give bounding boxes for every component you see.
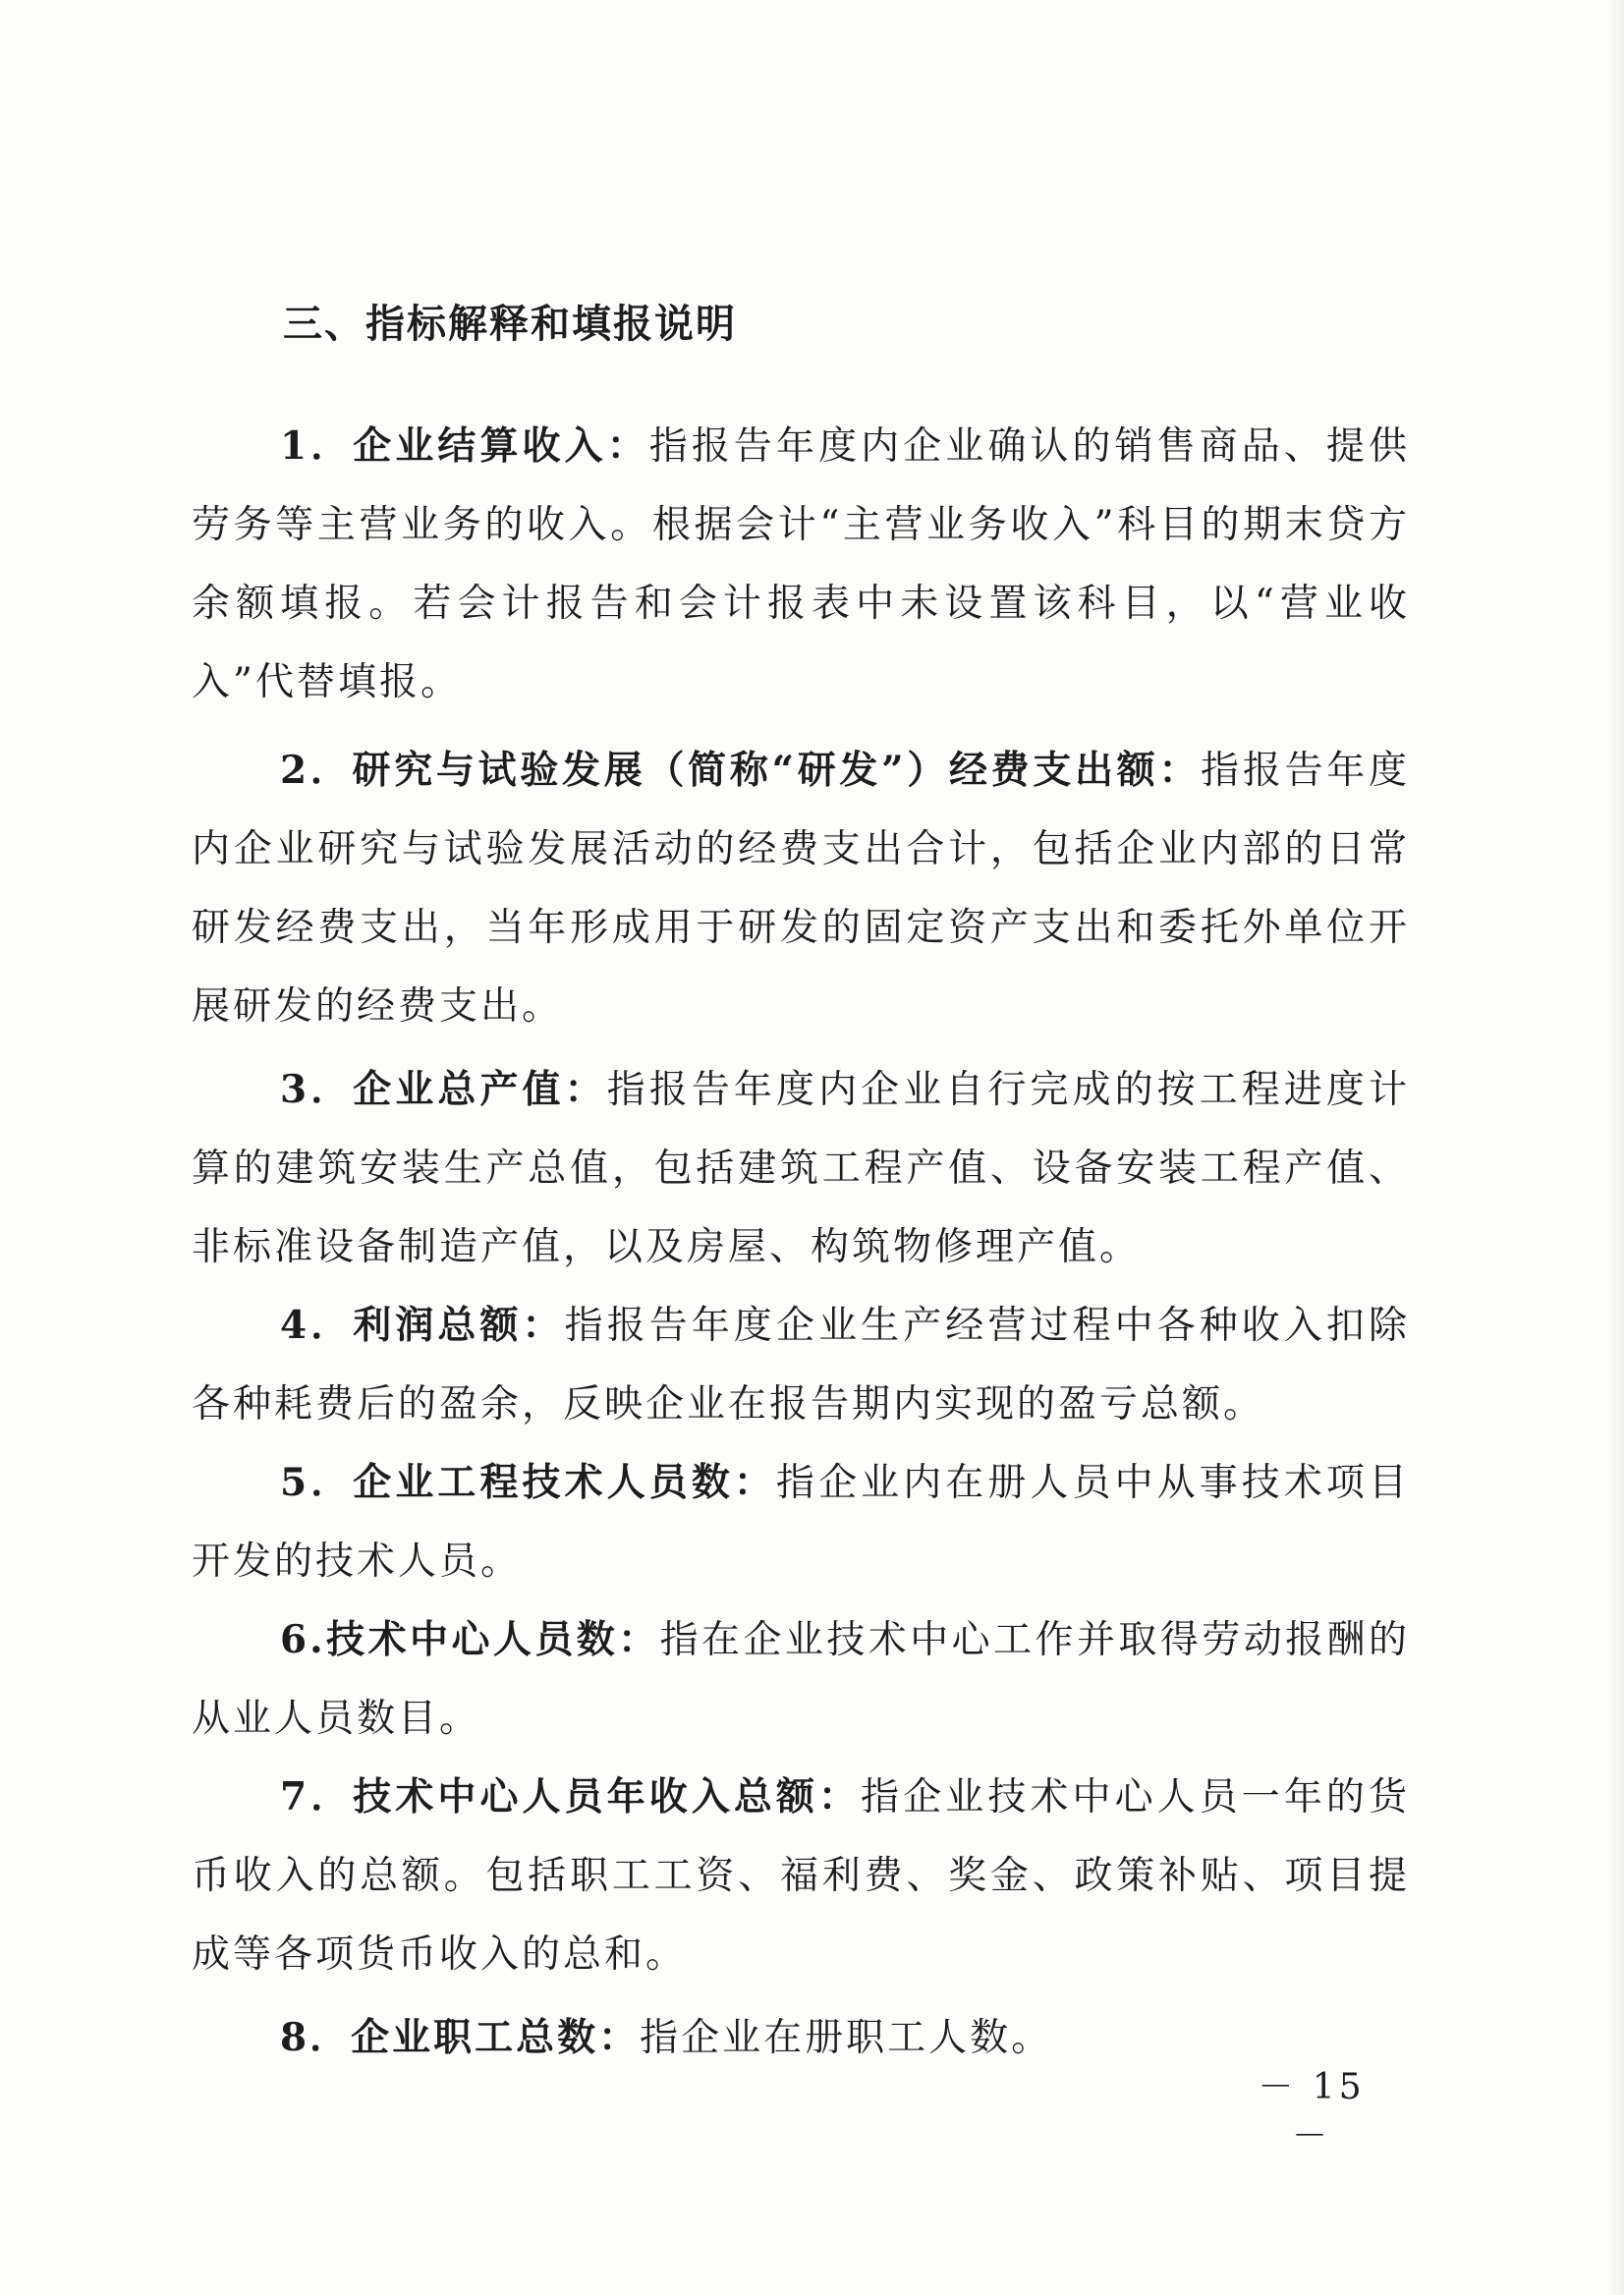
term-label: 7．技术中心人员年收入总额： — [280, 1774, 862, 1819]
term-label: 3．企业总产值： — [280, 1067, 607, 1112]
scan-edge-shadow — [1606, 0, 1624, 2295]
definition-text: 指报告年度企业生产经营过程中各种收入扣除各种耗费后的盈余，反映企业在报告期内实现的盈亏总额。 — [192, 1304, 1410, 1427]
definition-item-total-profit — [192, 1286, 1410, 1444]
definition-text: 指报告年度内企业确认的销售商品、提供劳务等主营业务的收入。根据会计“主营业务收入”科目的期末贷方余额填报。若会计报告和会计报表中未设置该科目，以“营业收入”代替填报。 — [192, 424, 1410, 704]
page-number: － 15 － — [1258, 2067, 1366, 2156]
term-label: 6.技术中心人员数： — [280, 1617, 660, 1662]
term-label: 4．利润总额： — [280, 1303, 565, 1348]
definition-item-tech-center-staff — [192, 1600, 1410, 1759]
definition-item-settlement-income — [192, 407, 1410, 722]
definition-text: 指企业内在册人员中从事技术项目开发的技术人员。 — [192, 1461, 1410, 1584]
term-label: 2．研究与试验发展（简称“研发”）经费支出额： — [280, 748, 1202, 793]
definition-text: 指企业在册职工人数。 — [640, 2016, 1053, 2060]
term-label: 1．企业结算收入： — [280, 423, 649, 469]
definition-item-engineering-staff — [192, 1443, 1410, 1601]
term-label: 5．企业工程技术人员数： — [280, 1460, 776, 1505]
definition-text: 指报告年度内企业研究与试验发展活动的经费支出合计，包括企业内部的日常研发经费支出，当年形成用于研发的固定资产支出和委托外单位开展研发的经费支出。 — [192, 749, 1410, 1029]
definition-text: 指在企业技术中心工作并取得劳动报酬的从业人员数目。 — [192, 1618, 1410, 1741]
definition-item-total-employees — [192, 1998, 1410, 2078]
definition-item-rd-expenditure — [192, 731, 1410, 1046]
definition-item-tech-center-income — [192, 1758, 1410, 1994]
term-label: 8．企业职工总数： — [280, 2015, 641, 2060]
section-title: 三、指标解释和填报说明 — [283, 301, 737, 347]
definition-text: 指报告年度内企业自行完成的按工程进度计算的建筑安装生产总值，包括建筑工程产值、设备安装工程产值、非标准设备制造产值，以及房屋、构筑物修理产值。 — [192, 1068, 1410, 1269]
definition-text: 指企业技术中心人员一年的货币收入的总额。包括职工工资、福利费、奖金、政策补贴、项目提成等各项货币收入的总和。 — [192, 1775, 1410, 1977]
definition-item-total-output-value — [192, 1050, 1410, 1287]
